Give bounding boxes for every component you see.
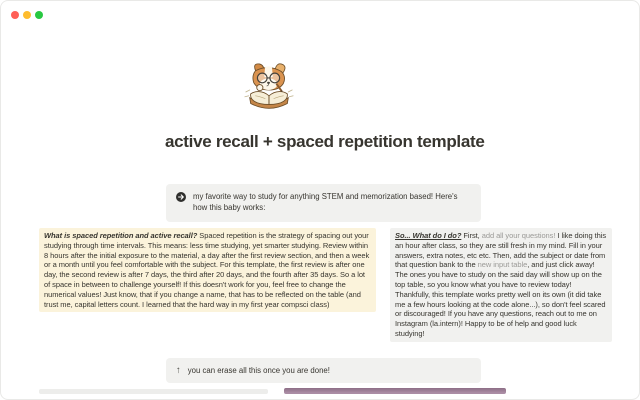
right-column-segment: I like doing this an hour after class, so they are still fresh in my mind. Fill in your answers, extra notes, etc etc. Then, add the subject or date from that question bank to the xyxy=(395,231,607,270)
right-column-segment: , and just click away! The ones you have to study on the said day will show up on the top table, so you know what you have to review today! Thankfully, this template works pretty well on its own (it did take me a few hours looking at the code alone...), so don't feel scared or discouraged! If you have any questions, reach out to me on Instagram (la.intern)! Happy to be of help and good luck studying! xyxy=(395,260,606,338)
intro-callout xyxy=(166,184,481,222)
left-column-lead: What is spaced repetition and active recall? xyxy=(44,231,198,240)
page-icon[interactable] xyxy=(242,61,296,119)
page-title: active recall + spaced repetition template xyxy=(165,132,485,151)
new-input-table-link[interactable]: new input table xyxy=(477,260,528,270)
close-window-button[interactable] xyxy=(11,11,19,19)
column-what-do-i-do xyxy=(390,228,612,342)
zoom-window-button[interactable] xyxy=(35,11,43,19)
intro-callout-text: my favorite way to study for anything STEM and memorization based! Here's how this baby works: xyxy=(193,192,458,212)
right-column-segment: First, xyxy=(461,231,482,240)
column-what-is-spaced-repetition xyxy=(39,228,376,312)
right-column-lead: So... What do I do? xyxy=(395,231,462,240)
arrow-right-circle-icon xyxy=(176,192,186,205)
add-questions-link[interactable]: add all your questions! xyxy=(481,231,556,240)
footer-callout-text: you can erase all this once you are done! xyxy=(187,366,330,375)
right-table-strip[interactable] xyxy=(284,388,506,394)
left-column-body: Spaced repetition is the strategy of spacing out your studying through time intervals. This means: less time studying, yet smarter studying. Review within 8 hours after the initial exposure to the material, a day after the first review section, and then a week or a month until you feel comfortable with the subject. For this template, the first review is after one day, the second review is after 7 days, the third after 20 days, and the fourth after 35 days. So a lot of space in between to challenge yourself! If this doesn't work for you, feel free to change the numerical values! Just know, that if you change a name, that has to be reflected on the table (and trust me, capital letters count. I learned that the hard way in my first year compsci class) xyxy=(44,231,370,309)
corgi-reading-book-icon xyxy=(242,106,296,123)
left-table-strip[interactable] xyxy=(39,389,268,394)
minimize-window-button[interactable] xyxy=(23,11,31,19)
footer-callout xyxy=(166,358,481,383)
window-controls xyxy=(11,11,43,19)
arrow-up-icon: ↑ xyxy=(176,364,181,376)
